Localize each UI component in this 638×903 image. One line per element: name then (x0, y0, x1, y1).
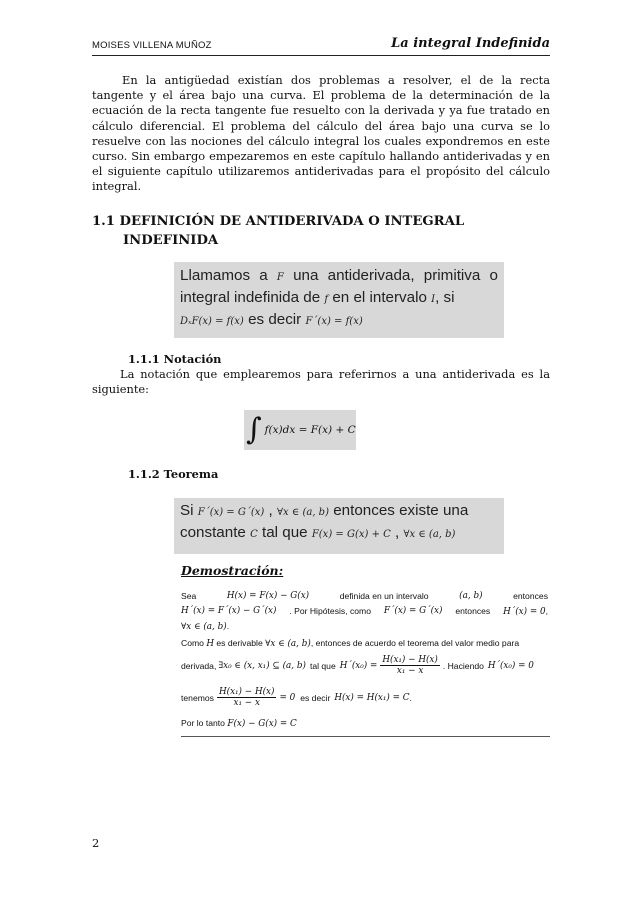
proof-line-6 (181, 687, 548, 708)
proof-l7-a: Por lo tanto (181, 718, 225, 728)
def-text-2: una antiderivada, primitiva o integral indefinida de (180, 267, 498, 306)
proof-l1-b: definida en un intervalo (339, 591, 429, 601)
proof-line-3 (181, 621, 548, 632)
theorem-box (174, 498, 504, 554)
proof-l5-numerator: H(x₁) − H(x) (382, 655, 438, 665)
proof-l1-c: entonces (513, 591, 548, 601)
section-title-line1: 1.1 DEFINICIÓN DE ANTIDERIVADA O INTEGRAL (92, 214, 465, 229)
proof-l4-eq: ∀x ∈ (a, b) (265, 639, 311, 649)
def-equation-1: DₓF(x) = f(x) (180, 316, 244, 327)
notation-title: 1.1.1 Notación (128, 352, 222, 366)
def-text-4: , si (435, 289, 455, 306)
thm-equation-3: F(x) = G(x) + C (311, 529, 391, 540)
thm-equation-2: ∀x ∈ (a, b) (277, 507, 329, 518)
proof-l1-a: Sea (181, 591, 197, 601)
notation-formula-box (244, 410, 356, 450)
header-divider (92, 55, 550, 56)
proof-l6-b: es decir (300, 692, 331, 703)
theorem-title: 1.1.2 Teorema (128, 467, 219, 481)
proof-line-5 (181, 655, 548, 676)
proof-line-4 (181, 638, 548, 649)
section-title-line2: INDEFINIDA (123, 233, 219, 248)
def-text-5: es decir (248, 311, 302, 328)
section-title (92, 212, 464, 250)
proof-l2-eq1: H´(x) = F´(x) − G´(x) (181, 606, 277, 616)
thm-text-4: tal que (262, 524, 308, 541)
thm-text-3: constante (180, 524, 246, 541)
proof-end-divider (181, 736, 550, 737)
proof-l5-eq2: H´(x₀) = (339, 660, 378, 671)
proof-l6-eq2: H(x) = H(x₁) = C (334, 692, 410, 703)
thm-equation-1: F´(x) = G´(x) (197, 507, 265, 518)
proof-l1-interval: (a, b) (459, 591, 483, 601)
proof-l2-c: , (545, 606, 548, 616)
proof-l6-eq1: = 0 (279, 692, 296, 703)
proof-l5-fraction (380, 655, 439, 676)
proof-l6-end: . (409, 692, 412, 703)
proof-title: Demostración: (181, 563, 284, 578)
proof-l6-denominator: x₁ − x (233, 698, 260, 708)
proof-l5-a: derivada, (181, 660, 217, 671)
proof-l5-eq1: ∃x₀ ∈ (x, x₁) ⊆ (a, b) (218, 660, 306, 671)
definition-text (174, 262, 504, 336)
page-number: 2 (92, 836, 100, 850)
proof-l4-H: H (206, 639, 214, 649)
proof-l4-b: es derivable (216, 638, 263, 648)
def-text-3: en el intervalo (332, 289, 427, 306)
theorem-text (174, 498, 504, 549)
thm-var-C: C (250, 529, 258, 540)
integral-sign: ∫ (246, 412, 262, 447)
proof-l7-eq: F(x) − G(x) = C (227, 719, 297, 729)
proof-l6-fraction (217, 687, 276, 708)
proof-l5-denominator: x₁ − x (396, 666, 424, 676)
proof-l2-eq2: F´(x) = G´(x) (383, 606, 443, 616)
proof-line-2 (181, 606, 548, 617)
thm-text-1: Si (180, 502, 194, 519)
intro-paragraph: En la antigüedad existían dos problemas a resolver, el de la recta tangente y el área bajo una curva. El problema de la determinación de la ecuación de la recta tangente fue resuelto con la derivada y ya fue tratado en cálculo diferencial. El problema del cálculo del área bajo una curva se lo resuelve con las nociones del cálculo integral los cuales expondremos en este curso. Sin embargo empezaremos en este capítulo hallando antiderivadas y en el siguiente capítulo utilizaremos antiderivadas para el propósito del cálculo integral. (92, 73, 550, 194)
proof-l3-end: . (226, 621, 230, 631)
thm-sep-1: , (268, 502, 273, 519)
proof-l1-eq: H(x) = F(x) − G(x) (226, 591, 310, 601)
proof-l5-eq3: H´(x₀) = 0 (487, 660, 534, 671)
definition-box (174, 262, 504, 338)
notation-formula: f(x)dx = F(x) + C (264, 424, 356, 436)
thm-sep-2: , (395, 524, 400, 541)
proof-l2-a: . Por Hipótesis, como (289, 606, 371, 616)
proof-l5-b: tal que (309, 660, 336, 671)
proof-l6-a: tenemos (181, 692, 214, 703)
def-text-1: Llamamos a (180, 267, 268, 284)
def-equation-2: F´(x) = f(x) (305, 316, 363, 327)
proof-l4-a: Como (181, 638, 204, 648)
notation-text: La notación que emplearemos para referirnos a una antiderivada es la siguiente: (92, 367, 550, 397)
proof-l2-b: entonces (455, 606, 491, 616)
proof-line-1 (181, 591, 548, 601)
thm-text-2: entonces existe una (333, 502, 469, 519)
def-var-I: I (431, 294, 436, 305)
proof-l6-numerator: H(x₁) − H(x) (218, 687, 275, 697)
proof-line-7 (181, 718, 548, 729)
header-chapter-title: La integral Indefinida (391, 36, 550, 51)
proof-l4-c: , entonces de acuerdo el teorema del valor medio para (310, 638, 520, 648)
proof-l2-eq3: H´(x) = 0 (503, 607, 546, 617)
def-var-F: F (276, 272, 284, 283)
proof-l5-c: . Haciendo (442, 660, 484, 671)
thm-equation-4: ∀x ∈ (a, b) (403, 529, 456, 540)
header-author: MOISES VILLENA MUÑOZ (92, 40, 212, 51)
proof-l3-eq: ∀x ∈ (a, b) (181, 622, 227, 632)
def-var-f: f (324, 294, 329, 305)
